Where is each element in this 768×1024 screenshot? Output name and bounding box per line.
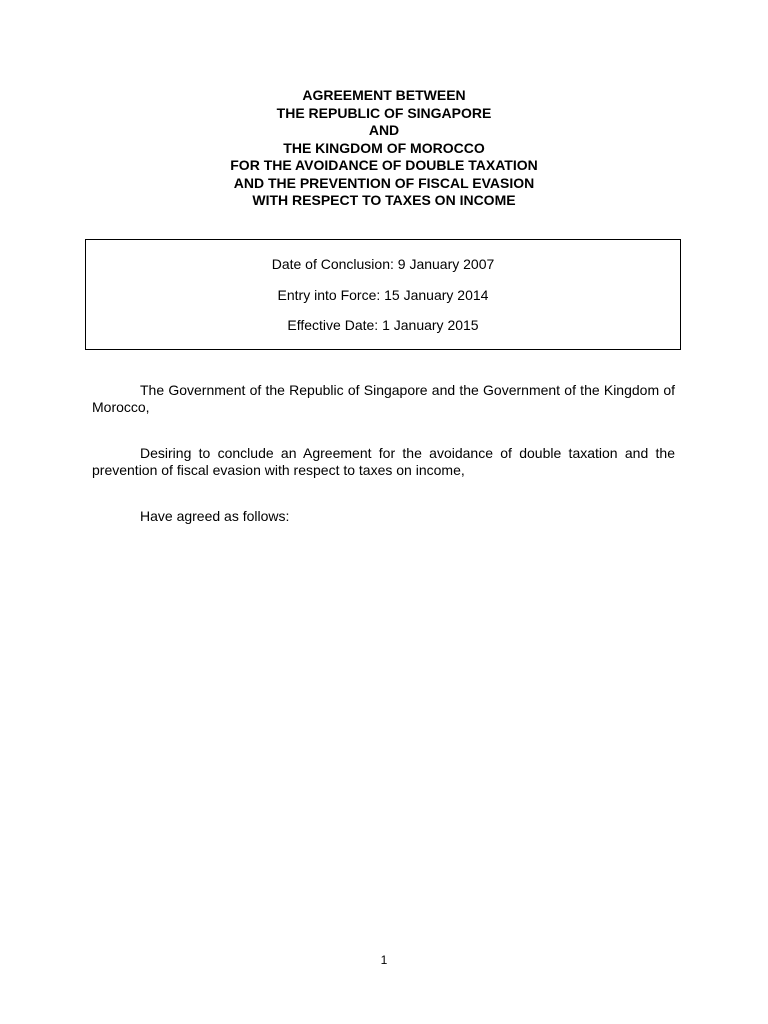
preamble-paragraph: Have agreed as follows: xyxy=(140,508,290,524)
effective-date: Effective Date: 1 January 2015 xyxy=(287,317,479,333)
title-line: THE REPUBLIC OF SINGAPORE xyxy=(276,104,492,121)
preamble-paragraph: The Government of the Republic of Singapore and the Government of the Kingdom of Morocco, xyxy=(92,382,675,415)
date-of-conclusion: Date of Conclusion: 9 January 2007 xyxy=(271,256,495,272)
title-line: AGREEMENT BETWEEN xyxy=(302,87,466,103)
page-number: 1 xyxy=(380,953,388,967)
title-line: WITH RESPECT TO TAXES ON INCOME xyxy=(252,192,516,208)
dates-box xyxy=(85,239,681,350)
title-line: THE KINGDOM OF MOROCCO xyxy=(283,139,485,156)
title-line: FOR THE AVOIDANCE OF DOUBLE TAXATION xyxy=(230,157,538,173)
document-title xyxy=(0,87,768,210)
title-line: AND xyxy=(368,122,400,138)
entry-into-force: Entry into Force: 15 January 2014 xyxy=(277,287,489,303)
preamble-paragraph: Desiring to conclude an Agreement for the avoidance of double taxation and the prevention of fiscal evasion with respect to taxes on income, xyxy=(92,445,675,478)
title-line: AND THE PREVENTION OF FISCAL EVASION xyxy=(233,174,535,191)
